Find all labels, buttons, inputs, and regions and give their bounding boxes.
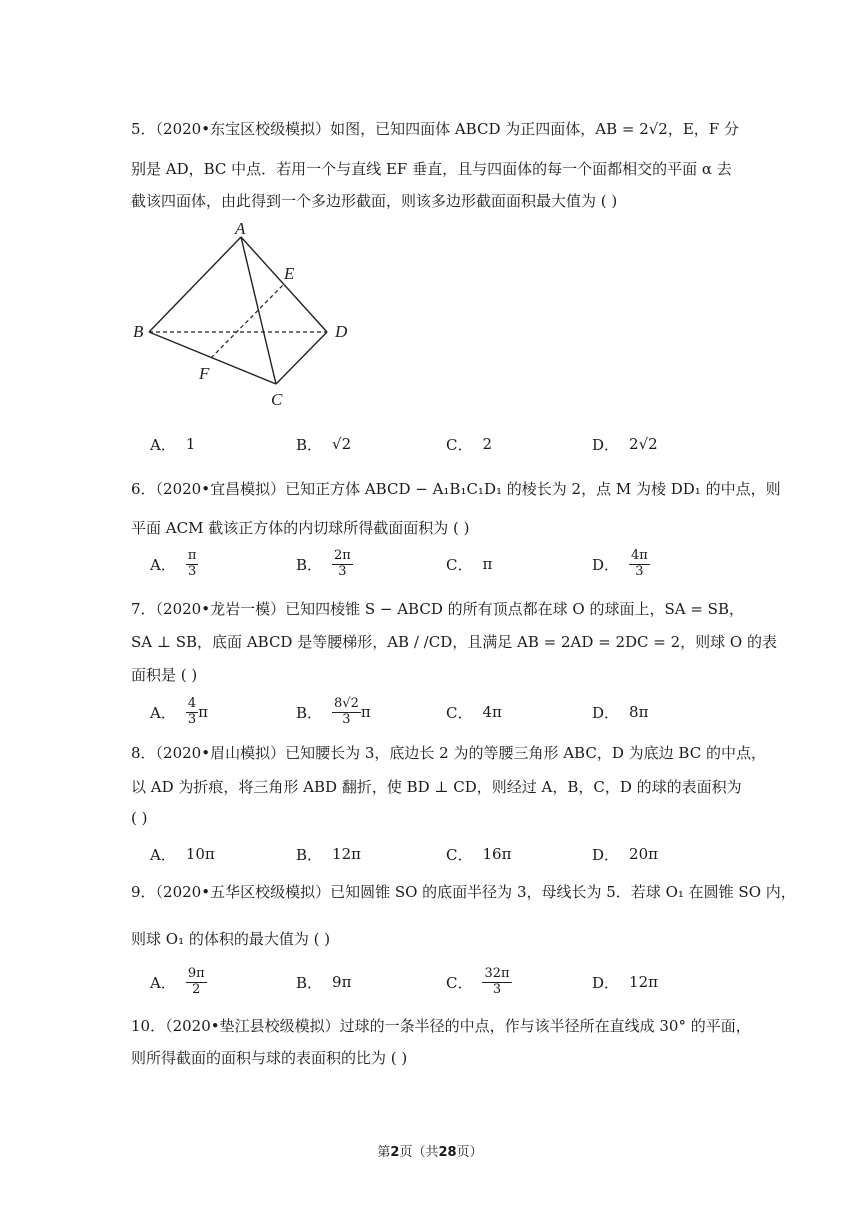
q10-line-2: 则所得截面的面积与球的表面积的比为 ( ) [131, 1049, 408, 1067]
label-D: D [335, 322, 348, 341]
edge-CD [276, 332, 327, 384]
q6-option-d: D． $\frac{4\pi}{3}$ [592, 547, 648, 579]
q8-option-b: B． 12π [296, 845, 361, 864]
q7-line-1: 7．（2020•龙岩一模）已知四棱锥 S − ABCD 的所有顶点都在球 O 的球面上，SA = SB， [131, 600, 744, 618]
q9-options [150, 964, 710, 1000]
q5-options [150, 426, 710, 462]
segment-EF-hidden [211, 284, 284, 358]
q10-line-1: 10．（2020•垫江县校级模拟）过球的一条半径的中点，作与该半径所在直线成 30° 的平面， [131, 1017, 751, 1035]
q8-line-1: 8．（2020•眉山模拟）已知腰长为 3，底边长 2 为的等腰三角形 ABC，D 为底边 BC 的中点， [131, 744, 766, 762]
q6-option-b: B． $\frac{2\pi}{3}$ [296, 547, 351, 579]
q9-option-a: A． $\frac{9\pi}{2}$ [150, 965, 205, 997]
q9-line-2: 则球 O₁ 的体积的最大值为 ( ) [131, 930, 331, 948]
q8-option-d: D． 20π [592, 845, 658, 864]
q7-options [150, 694, 710, 730]
q8-line-3: ( ) [131, 809, 148, 827]
q5-line-1: 5．（2020•东宝区校级模拟）如图，已知四面体 ABCD 为正四面体，AB = 2√2，E，F 分 [131, 120, 739, 138]
q8-line-2: 以 AD 为折痕，将三角形 ABD 翻折，使 BD ⊥ CD，则经过 A，B，C，D 的球的表面积为 [131, 778, 742, 796]
q7-option-b: B． $\frac{8√2}{3}$ π [296, 695, 371, 727]
edge-AC [241, 237, 276, 384]
q5-option-a: A． 1 [150, 435, 196, 454]
q8-options [150, 836, 710, 872]
edge-AB [149, 237, 241, 332]
q5-line-2: 别是 AD，BC 中点．若用一个与直线 EF 垂直，且与四面体的每一个面都相交的平面 α 去 [131, 160, 732, 178]
label-A: A [235, 219, 246, 238]
q6-line-2: 平面 ACM 截该正方体的内切球所得截面面积为 ( ) [131, 519, 470, 537]
label-B: B [133, 322, 144, 341]
page-footer: 第2页（共28页） [377, 1145, 483, 1160]
q7-option-d: D． 8π [592, 703, 649, 722]
label-E: E [284, 264, 295, 283]
q9-option-d: D． 12π [592, 973, 658, 992]
q7-option-a: A． $\frac{4}{3}$ π [150, 695, 208, 727]
q6-option-c: C． π [446, 555, 493, 574]
q9-line-1: 9．（2020•五华区校级模拟）已知圆锥 SO 的底面半径为 3，母线长为 5．若球 O₁ 在圆锥 SO 内， [131, 883, 796, 901]
label-C: C [271, 390, 283, 409]
q6-option-a: A． $\frac{\pi}{3}$ [150, 547, 197, 579]
q5-option-b: B． √2 [296, 435, 352, 454]
page-total: 28 [438, 1145, 457, 1160]
q7-option-c: C． 4π [446, 703, 502, 722]
q7-line-2: SA ⊥ SB，底面 ABCD 是等腰梯形，AB / /CD，且满足 AB = 2AD = 2DC = 2，则球 O 的表 [131, 633, 777, 651]
q6-options [150, 546, 710, 582]
q5-option-d: D． 2√2 [592, 435, 658, 454]
q8-option-a: A． 10π [150, 845, 215, 864]
edge-BC [149, 332, 276, 384]
edge-AD [241, 237, 327, 332]
q5-option-c: C． 2 [446, 435, 493, 454]
q7-line-3: 面积是 ( ) [131, 666, 198, 684]
label-F: F [199, 364, 210, 383]
q5-line-3: 截该四面体，由此得到一个多边形截面，则该多边形截面面积最大值为 ( ) [131, 192, 618, 210]
tetrahedron-figure [131, 219, 361, 414]
q9-option-b: B． 9π [296, 973, 352, 992]
q9-option-c: C． $\frac{32\pi}{3}$ [446, 965, 510, 997]
page-number: 2 [390, 1145, 400, 1160]
q8-option-c: C． 16π [446, 845, 512, 864]
q6-line-1: 6．（2020•宜昌模拟）已知正方体 ABCD − A₁B₁C₁D₁ 的棱长为 2，点 M 为棱 DD₁ 的中点，则 [131, 480, 781, 498]
